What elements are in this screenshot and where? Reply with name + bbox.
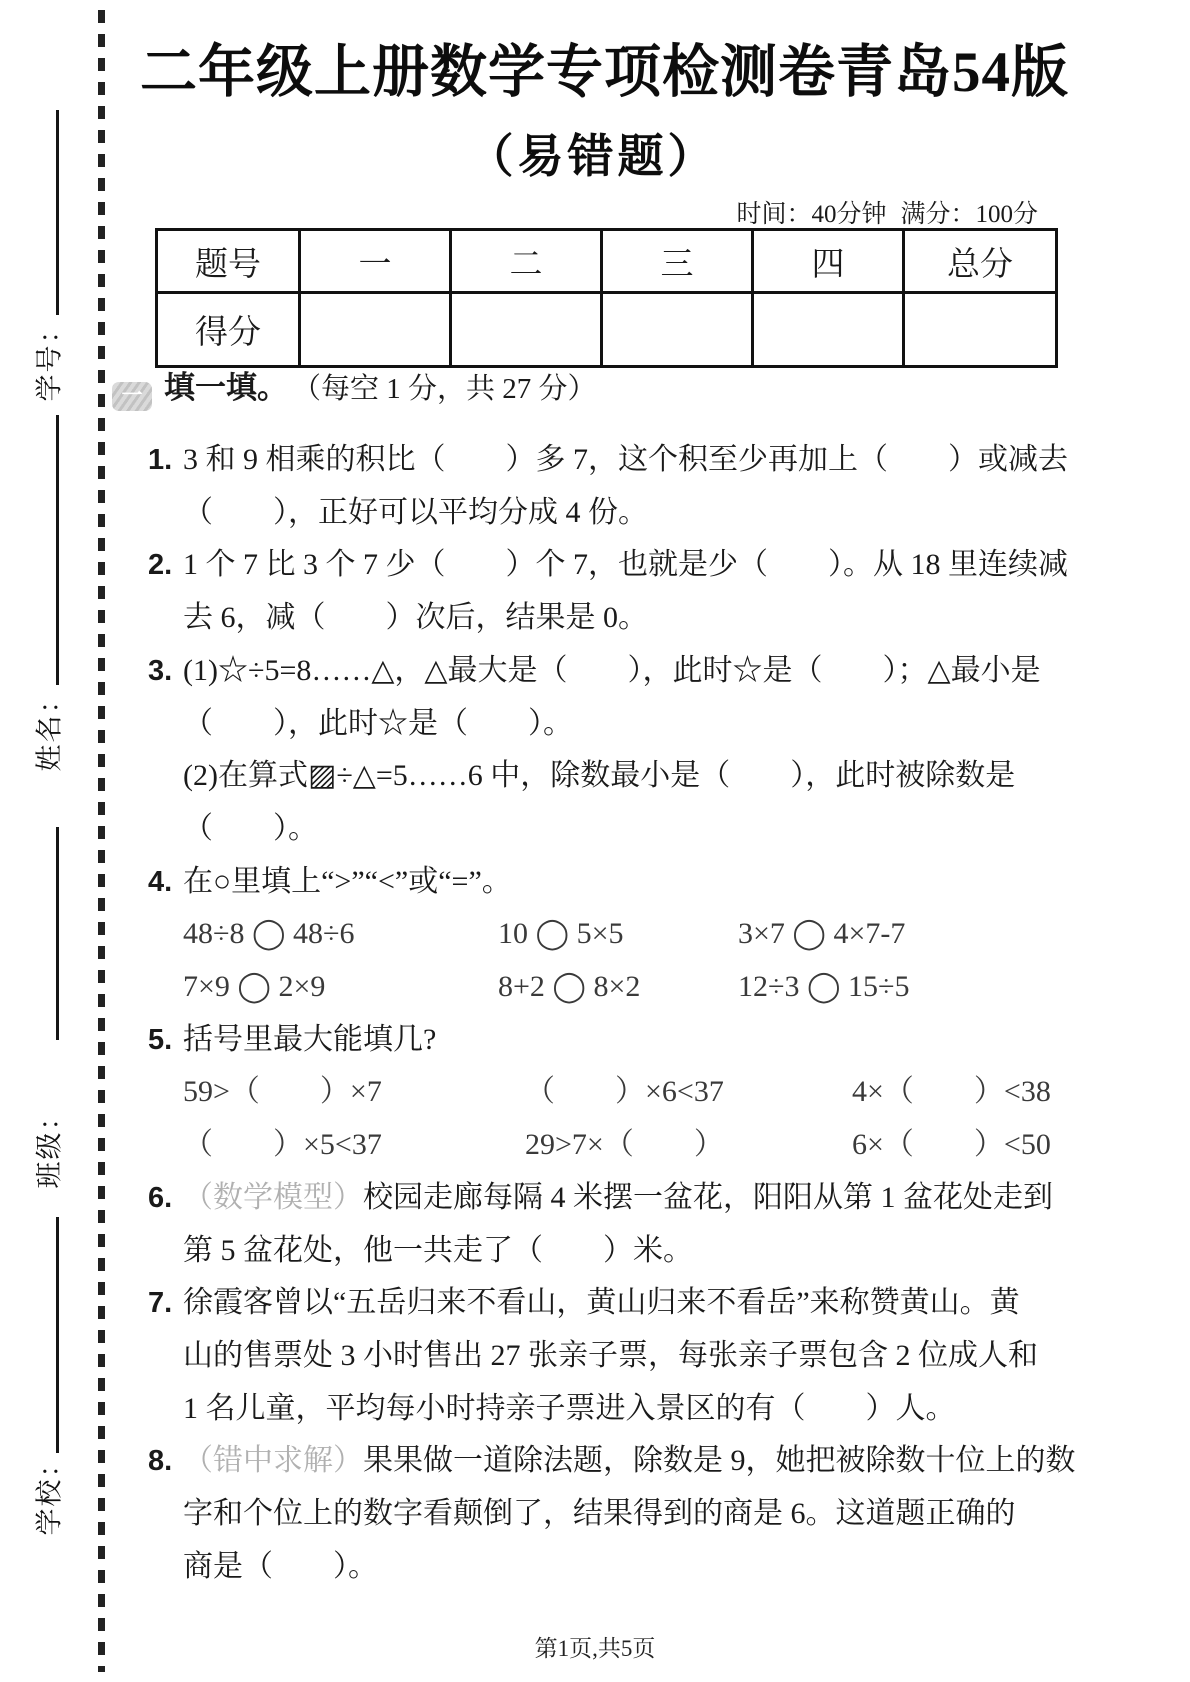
equation-item: 7×9 ◯ 2×9 bbox=[183, 970, 326, 1004]
section-header bbox=[112, 362, 597, 411]
question-line bbox=[148, 856, 1053, 909]
section-one-badge: 一 bbox=[112, 382, 152, 411]
question-number: 5. bbox=[148, 1023, 173, 1056]
question-number: 2. bbox=[148, 549, 173, 582]
equation-item: 3×7 ◯ 4×7-7 bbox=[738, 917, 906, 951]
section-title: 填一填。 bbox=[164, 370, 288, 405]
section-note: （每空 1 分，共 27 分） bbox=[292, 373, 597, 405]
score-table-label-cell: 题号 bbox=[157, 230, 300, 293]
question-text: （ ），正好可以平均分成 4 份。 bbox=[183, 495, 648, 529]
sidebar-field-label: 姓名： bbox=[34, 684, 65, 772]
question-line bbox=[148, 645, 1053, 698]
equation-row bbox=[148, 1119, 1053, 1172]
score-cell bbox=[602, 293, 753, 367]
page-title: 二年级上册数学专项检测卷青岛54版 bbox=[140, 41, 1069, 104]
question-line bbox=[148, 487, 1053, 540]
equation-item: 48÷8 ◯ 48÷6 bbox=[183, 917, 355, 951]
question-line bbox=[148, 1488, 1053, 1541]
exam-full-score: 满分：100分 bbox=[900, 201, 1038, 228]
score-cell bbox=[300, 293, 451, 367]
page-number: 第1页,共5页 bbox=[534, 1636, 656, 1661]
question-5 bbox=[148, 1014, 1053, 1172]
score-table-header-cell: 二 bbox=[451, 230, 602, 293]
question-number: 8. bbox=[148, 1445, 173, 1478]
question-line bbox=[148, 1330, 1053, 1383]
question-text: (1)☆÷5=8……△，△最大是（ ），此时☆是（ ）；△最小是 bbox=[183, 653, 1041, 687]
exam-meta bbox=[736, 194, 1038, 230]
question-text: 1 个 7 比 3 个 7 少（ ）个 7，也就是少（ ）。从 18 里连续减 bbox=[183, 548, 1068, 582]
question-7 bbox=[148, 1277, 1053, 1435]
question-text: 去 6，减（ ）次后，结果是 0。 bbox=[183, 601, 648, 635]
student-info-blank-line bbox=[56, 110, 59, 315]
questions-area bbox=[148, 434, 1076, 1593]
question-number: 6. bbox=[148, 1181, 173, 1214]
question-text: (2)在算式▨÷△=5……6 中，除数最小是（ ），此时被除数是 bbox=[183, 759, 1016, 793]
question-text: 3 和 9 相乘的积比（ ）多 7，这个积至少再加上（ ）或减去 bbox=[183, 443, 1068, 476]
equation-item: 6×（ ）<50 bbox=[852, 1128, 1051, 1162]
question-text: 在○里填上“>”“<”或“=”。 bbox=[183, 864, 512, 898]
score-table-header-cell: 一 bbox=[300, 230, 451, 293]
question-text: 校园走廊每隔 4 米摆一盆花，阳阳从第 1 盆花处走到 bbox=[363, 1180, 1053, 1214]
student-info-blank-line bbox=[56, 827, 59, 1040]
equation-row bbox=[148, 961, 1053, 1014]
dashed-cut-line bbox=[98, 10, 105, 1672]
score-table-header-row bbox=[157, 230, 1057, 293]
question-text: 山的售票处 3 小时售出 27 张亲子票，每张亲子票包含 2 位成人和 bbox=[183, 1338, 1038, 1372]
question-text: 1 名儿童，平均每小时持亲子票进入景区的有（ ）人。 bbox=[183, 1391, 956, 1425]
score-table bbox=[155, 228, 1058, 368]
question-tag: （数学模型） bbox=[183, 1180, 363, 1214]
question-number: 3. bbox=[148, 654, 173, 687]
question-1 bbox=[148, 434, 1068, 539]
equation-row bbox=[148, 1066, 1053, 1119]
question-line bbox=[148, 434, 1068, 487]
question-line bbox=[148, 698, 1053, 751]
question-text: 果果做一道除法题，除数是 9，她把被除数十位上的数 bbox=[363, 1444, 1076, 1478]
question-text: 字和个位上的数字看颠倒了，结果得到的商是 6。这道题正确的 bbox=[183, 1497, 1016, 1531]
question-line bbox=[148, 750, 1053, 803]
question-line bbox=[148, 592, 1053, 645]
score-table-score-row bbox=[157, 293, 1057, 367]
equation-item: 8+2 ◯ 8×2 bbox=[498, 970, 641, 1004]
question-text: 第 5 盆花处，他一共走了（ ）米。 bbox=[183, 1233, 693, 1267]
question-line bbox=[148, 1172, 1053, 1225]
question-line bbox=[148, 1277, 1053, 1330]
score-table-label-cell: 得分 bbox=[157, 293, 300, 367]
student-info-blank-line bbox=[56, 415, 59, 685]
score-table-header-cell: 四 bbox=[753, 230, 904, 293]
question-8 bbox=[148, 1435, 1076, 1593]
equation-row bbox=[148, 908, 1053, 961]
score-cell bbox=[753, 293, 904, 367]
question-text: （ ）。 bbox=[183, 811, 318, 845]
equation-item: 59>（ ）×7 bbox=[183, 1075, 382, 1109]
equation-item: 10 ◯ 5×5 bbox=[498, 917, 624, 951]
question-line bbox=[148, 1541, 1053, 1594]
equation-item: 29>7×（ ） bbox=[525, 1128, 724, 1162]
page-subtitle: （易错题） bbox=[467, 131, 718, 182]
question-number: 1. bbox=[148, 444, 173, 476]
question-line bbox=[148, 1225, 1053, 1278]
equation-item: 12÷3 ◯ 15÷5 bbox=[738, 970, 910, 1004]
question-number: 7. bbox=[148, 1287, 173, 1320]
question-text: 商是（ ）。 bbox=[183, 1549, 378, 1583]
question-number: 4. bbox=[148, 865, 173, 898]
question-text: （ ），此时☆是（ ）。 bbox=[183, 706, 573, 740]
question-line bbox=[148, 1383, 1053, 1436]
sidebar-field-label: 班级： bbox=[34, 1101, 65, 1189]
equation-item: （ ）×6<37 bbox=[525, 1075, 724, 1109]
question-line bbox=[148, 1435, 1076, 1488]
score-cell bbox=[451, 293, 602, 367]
question-line bbox=[148, 1014, 1053, 1067]
sidebar-field-label: 学号： bbox=[34, 314, 65, 402]
question-text: 徐霞客曾以“五岳归来不看山，黄山归来不看岳”来称赞黄山。黄 bbox=[183, 1286, 1020, 1320]
question-line bbox=[148, 803, 1053, 856]
question-6 bbox=[148, 1172, 1053, 1277]
question-tag: （错中求解） bbox=[183, 1444, 363, 1478]
question-3 bbox=[148, 645, 1053, 856]
exam-time: 时间：40分钟 bbox=[736, 201, 887, 228]
score-table-header-cell: 总分 bbox=[904, 230, 1057, 293]
score-cell bbox=[904, 293, 1057, 367]
equation-item: 4×（ ）<38 bbox=[852, 1075, 1051, 1109]
question-2 bbox=[148, 539, 1068, 644]
sidebar-field-label: 学校： bbox=[34, 1448, 65, 1536]
question-text: 括号里最大能填几? bbox=[183, 1022, 437, 1056]
equation-item: （ ）×5<37 bbox=[183, 1128, 382, 1162]
question-4 bbox=[148, 856, 1053, 1014]
question-line bbox=[148, 539, 1068, 592]
score-table-header-cell: 三 bbox=[602, 230, 753, 293]
student-info-blank-line bbox=[56, 1217, 59, 1453]
